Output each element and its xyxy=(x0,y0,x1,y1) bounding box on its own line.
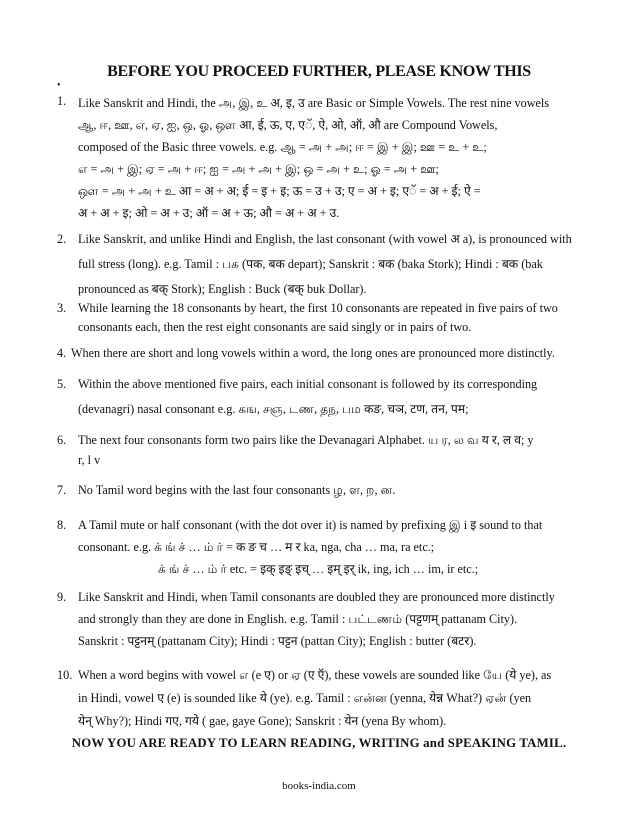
item-number: 2. xyxy=(57,232,67,246)
item-number: 6. xyxy=(57,433,67,447)
list-item-5 xyxy=(57,372,585,422)
item-line: A Tamil mute or half consonant (with the dot over it) is named by prefixing இ i इ sound to that xyxy=(78,518,543,532)
list-item-9 xyxy=(57,586,585,652)
item-number: 7. xyxy=(57,483,67,497)
item-line: Like Sanskrit and Hindi, when Tamil consonants are doubled they are pronounced more distinctly xyxy=(78,590,555,604)
item-number: 10. xyxy=(57,668,73,682)
bullet-mark: • xyxy=(57,80,61,91)
item-number: 3. xyxy=(57,301,67,315)
item-line: No Tamil word begins with the last four consonants ழ, ள, ற, ன. xyxy=(78,483,396,497)
item-line: ஔ = அ + அ + உ आ = अ + अ; ई = इ + इ; ऊ = उ + उ; ए = अ + इ; एॅ = अ + ई; ऐ = xyxy=(78,184,481,198)
list-item-3 xyxy=(57,299,585,337)
item-line: pronounced as बक् Stork); English : Buck (बक् buk Dollar). xyxy=(78,282,367,296)
item-number: 8. xyxy=(57,518,67,532)
item-line: in Hindi, vowel ए (e) is sounded like ये (ye). e.g. Tamil : என்ன (yenna, येन्न What?) ஏன் (yen xyxy=(78,691,532,705)
item-line: consonant. e.g. க் ங் ச் … ம் ர் = क ङ च … म र ka, nga, cha … ma, ra etc.; xyxy=(78,540,435,554)
item-line: ஆ, ஈ, ஊ, எ, ஏ, ஐ, ஒ, ஓ, ஔ आ, ई, ऊ, ए, एॅ, ऐ, ओ, ऑ, औ are Compound Vowels, xyxy=(78,118,498,132)
item-line: எ = அ + இ; ஏ = அ + ஈ; ஐ = அ + அ + இ; ஒ = அ + உ; ஓ = அ + ஊ; xyxy=(78,162,439,176)
item-line: full stress (long). e.g. Tamil : பக (पक, बक depart); Sanskrit : बक (baka Stork); Hindi : बक (bak xyxy=(78,257,543,271)
item-line: Sanskrit : पट्टनम् (pattanam City); Hindi : पट्टन (pattan City); English : butter (बटर). xyxy=(78,634,477,648)
item-line: (devanagri) nasal consonant e.g. கங, சஞ, டண, தந, பம कङ, चञ, टण, तन, पम; xyxy=(78,402,469,416)
list-item-2 xyxy=(57,227,585,302)
item-line: and strongly than they are done in English. e.g. Tamil : பட்டணம் (पट्टणम् pattanam City). xyxy=(78,612,518,626)
item-line: When there are short and long vowels within a word, the long ones are pronounced more distinctly. xyxy=(71,346,555,360)
item-number: 9. xyxy=(57,590,67,604)
website-footer[interactable]: books-india.com xyxy=(282,780,356,792)
item-line: The next four consonants form two pairs like the Devanagari Alphabet. ய ர, ல வ य र, ल व; y xyxy=(78,433,534,447)
item-line: While learning the 18 consonants by heart, the first 10 consonants are repeated in five pairs of two xyxy=(78,301,558,315)
item-line: consonants each, then the rest eight consonants are said singly or in pairs of two. xyxy=(78,320,472,334)
item-number: 5. xyxy=(57,377,67,391)
item-line: अ + अ + इ; ओ = अ + उ; ऑ = अ + ऊ; औ = अ + अ + उ. xyxy=(78,206,340,220)
item-line: r, l v xyxy=(78,453,101,467)
list-item-10 xyxy=(57,664,585,733)
item-line: composed of the Basic three vowels. e.g. ஆ = அ + அ; ஈ = இ + இ; ஊ = உ + உ; xyxy=(78,140,487,154)
item-line: When a word begins with vowel எ (e ए) or ஏ (ए ऍ), these vowels are sounded like யே (ये ye), as xyxy=(78,668,552,682)
item-line: க் ங் ச் … ம் ர் etc. = इक् इङ् इच् … इम् इर् ik, ing, ich … im, ir etc.; xyxy=(158,562,479,576)
item-line: Like Sanskrit, and unlike Hindi and English, the last consonant (with vowel अ a), is pronounced with xyxy=(78,232,572,246)
list-item-4 xyxy=(57,344,585,363)
item-line: Within the above mentioned five pairs, each initial consonant is followed by its corresponding xyxy=(78,377,538,391)
list-item-8 xyxy=(57,514,585,580)
item-number: 1. xyxy=(57,94,67,108)
list-item-1 xyxy=(57,92,585,224)
page-title: BEFORE YOU PROCEED FURTHER, PLEASE KNOW THIS xyxy=(107,63,531,80)
item-line: Like Sanskrit and Hindi, the அ, இ, உ अ, इ, उ are Basic or Simple Vowels. The rest nine vowels xyxy=(78,96,550,110)
closing-statement: NOW YOU ARE READY TO LEARN READING, WRITING and SPEAKING TAMIL. xyxy=(71,736,567,750)
item-number: 4. xyxy=(57,346,67,360)
list-item-7 xyxy=(57,480,585,500)
item-line: येन् Why?); Hindi गए, गये ( gae, gaye Gone); Sanskrit : येन (yena By whom). xyxy=(78,714,447,728)
list-item-6 xyxy=(57,430,585,470)
